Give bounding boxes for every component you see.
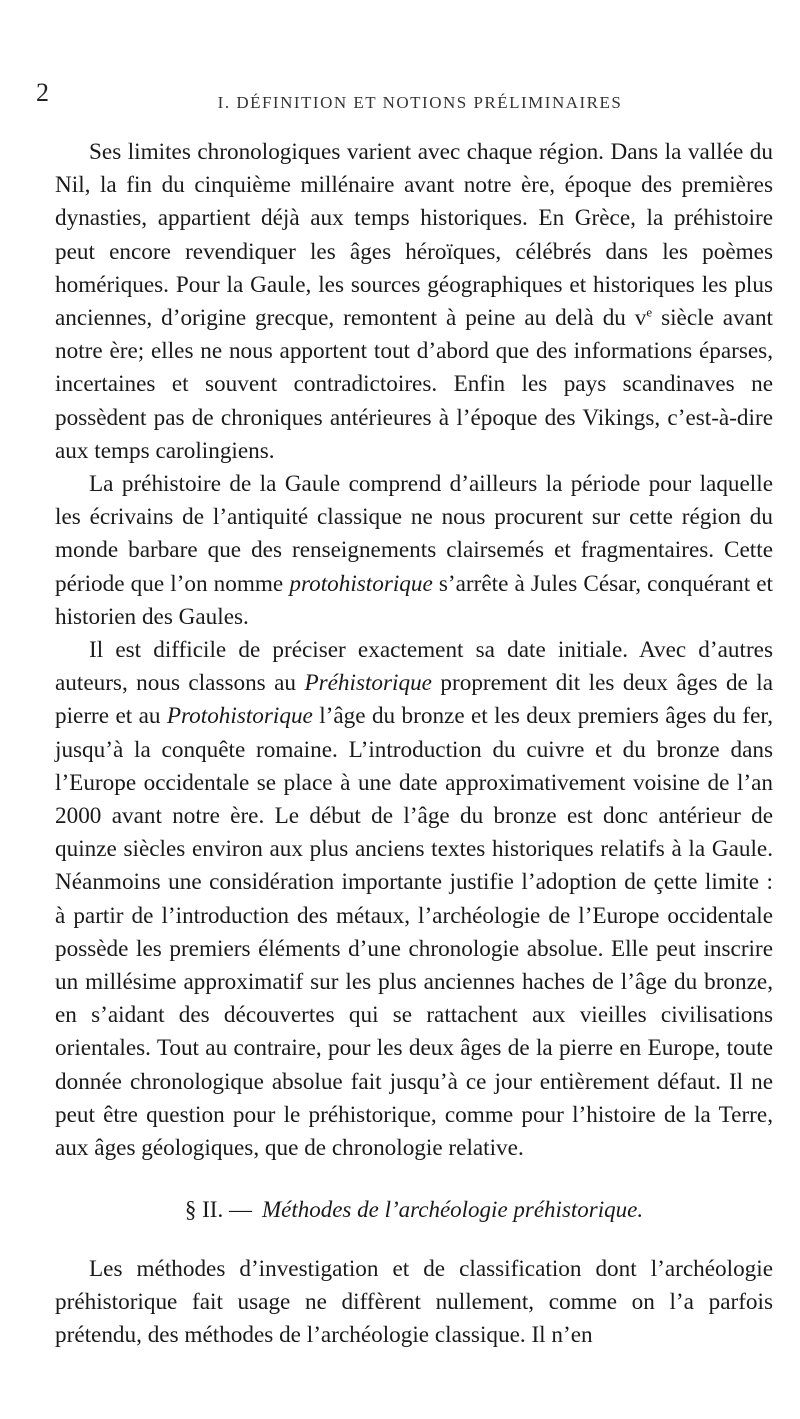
page-number: 2: [36, 78, 49, 107]
section-heading: [55, 1193, 773, 1226]
century-superscript: e: [646, 304, 653, 320]
paragraph-4-text: Les méthodes d’investigation et de classification dont l’archéologie préhistorique fait usage ne diffèrent nullement, comme on l’a parfois prétendu, des méthodes de l’archéologie classique. Il n’en: [55, 1255, 773, 1348]
term-prehistorique: Préhistorique: [304, 670, 432, 697]
section-number: § II. —: [184, 1197, 252, 1223]
term-protohistorique: protohistorique: [289, 570, 433, 597]
paragraph-1: [55, 136, 773, 468]
paragraph-3-text-c: l’âge du bronze et les deux premiers âges du fer, jusqu’à la conquête romaine. L’introduction du cuivre et du bronze dans l’Europe occidentale se place à une date approximativement voisine de l’an 2000 avant notre ère. Le début de l’âge du bronze est donc antérieur de quinze siècles environ aux plus anciens textes historiques relatifs à la Gaule. Néanmoins une considération importante justifie l’adoption de çette limite : à partir de l’introduction des métaux, l’archéologie de l’Europe occidentale possède les premiers éléments d’une chronologie absolue. Elle peut inscrire un millésime approximatif sur les plus anciennes haches de l’âge du bronze, en s’aidant des découvertes qui se rattachent aux vieilles civilisations orientales. Tout au contraire, pour les deux âges de la pierre en Europe, toute donnée chronologique absolue fait jusqu’à ce jour entièrement défaut. Il ne peut être question pour le préhistorique, comme pour l’histoire de la Terre, aux âges géologiques, que de chronologie relative.: [55, 703, 773, 1162]
section-title: Méthodes de l’archéologie préhistorique.: [261, 1197, 644, 1223]
paragraph-3-text-b: proprement dit les deux âges de la pierre et au: [55, 670, 773, 730]
paragraph-2: [55, 468, 773, 634]
paragraph-3-text-a: Il est difficile de préciser exactement sa date initiale. Avec d’autres auteurs, nous classons au: [55, 637, 773, 697]
paragraph-3: [55, 634, 773, 1165]
paragraph-1-text-a: Ses limites chronologiques varient avec chaque région. Dans la vallée du Nil, la fin du cinquième millénaire avant notre ère, époque des premières dynasties, appartient déjà aux temps historiques. En Grèce, la préhistoire peut encore revendiquer les âges héroïques, célébrés dans les poèmes homériques. Pour la Gaule, les sources géographiques et historiques les plus anciennes, d’origine grecque, remontent à peine au delà du v: [55, 139, 773, 332]
paragraph-4: [55, 1253, 773, 1353]
term-protohistorique-2: Protohistorique: [166, 703, 313, 730]
running-title-text: I. DÉFINITION ET NOTIONS PRÉLIMINAIRES: [217, 93, 623, 112]
paragraph-1-text-b: siècle avant notre ère; elles ne nous apportent tout d’abord que des informations éparses, incertaines et souvent contradictoires. Enfin les pays scandinaves ne possèdent pas de chroniques antérieures à l’époque des Vikings, c’est-à-dire aux temps carolingiens.: [55, 305, 773, 464]
paragraph-2-text-a: La préhistoire de la Gaule comprend d’ailleurs la période pour laquelle les écrivains de l’antiquité classique ne nous procurent sur cette région du monde barbare que des renseignements clairsemés et fragmentaires. Cette période que l’on nomme: [55, 471, 773, 597]
body-text: [55, 136, 773, 1352]
paragraph-2-text-b: s’arrête à Jules César, conquérant et historien des Gaules.: [55, 570, 773, 630]
running-title: [0, 93, 800, 113]
